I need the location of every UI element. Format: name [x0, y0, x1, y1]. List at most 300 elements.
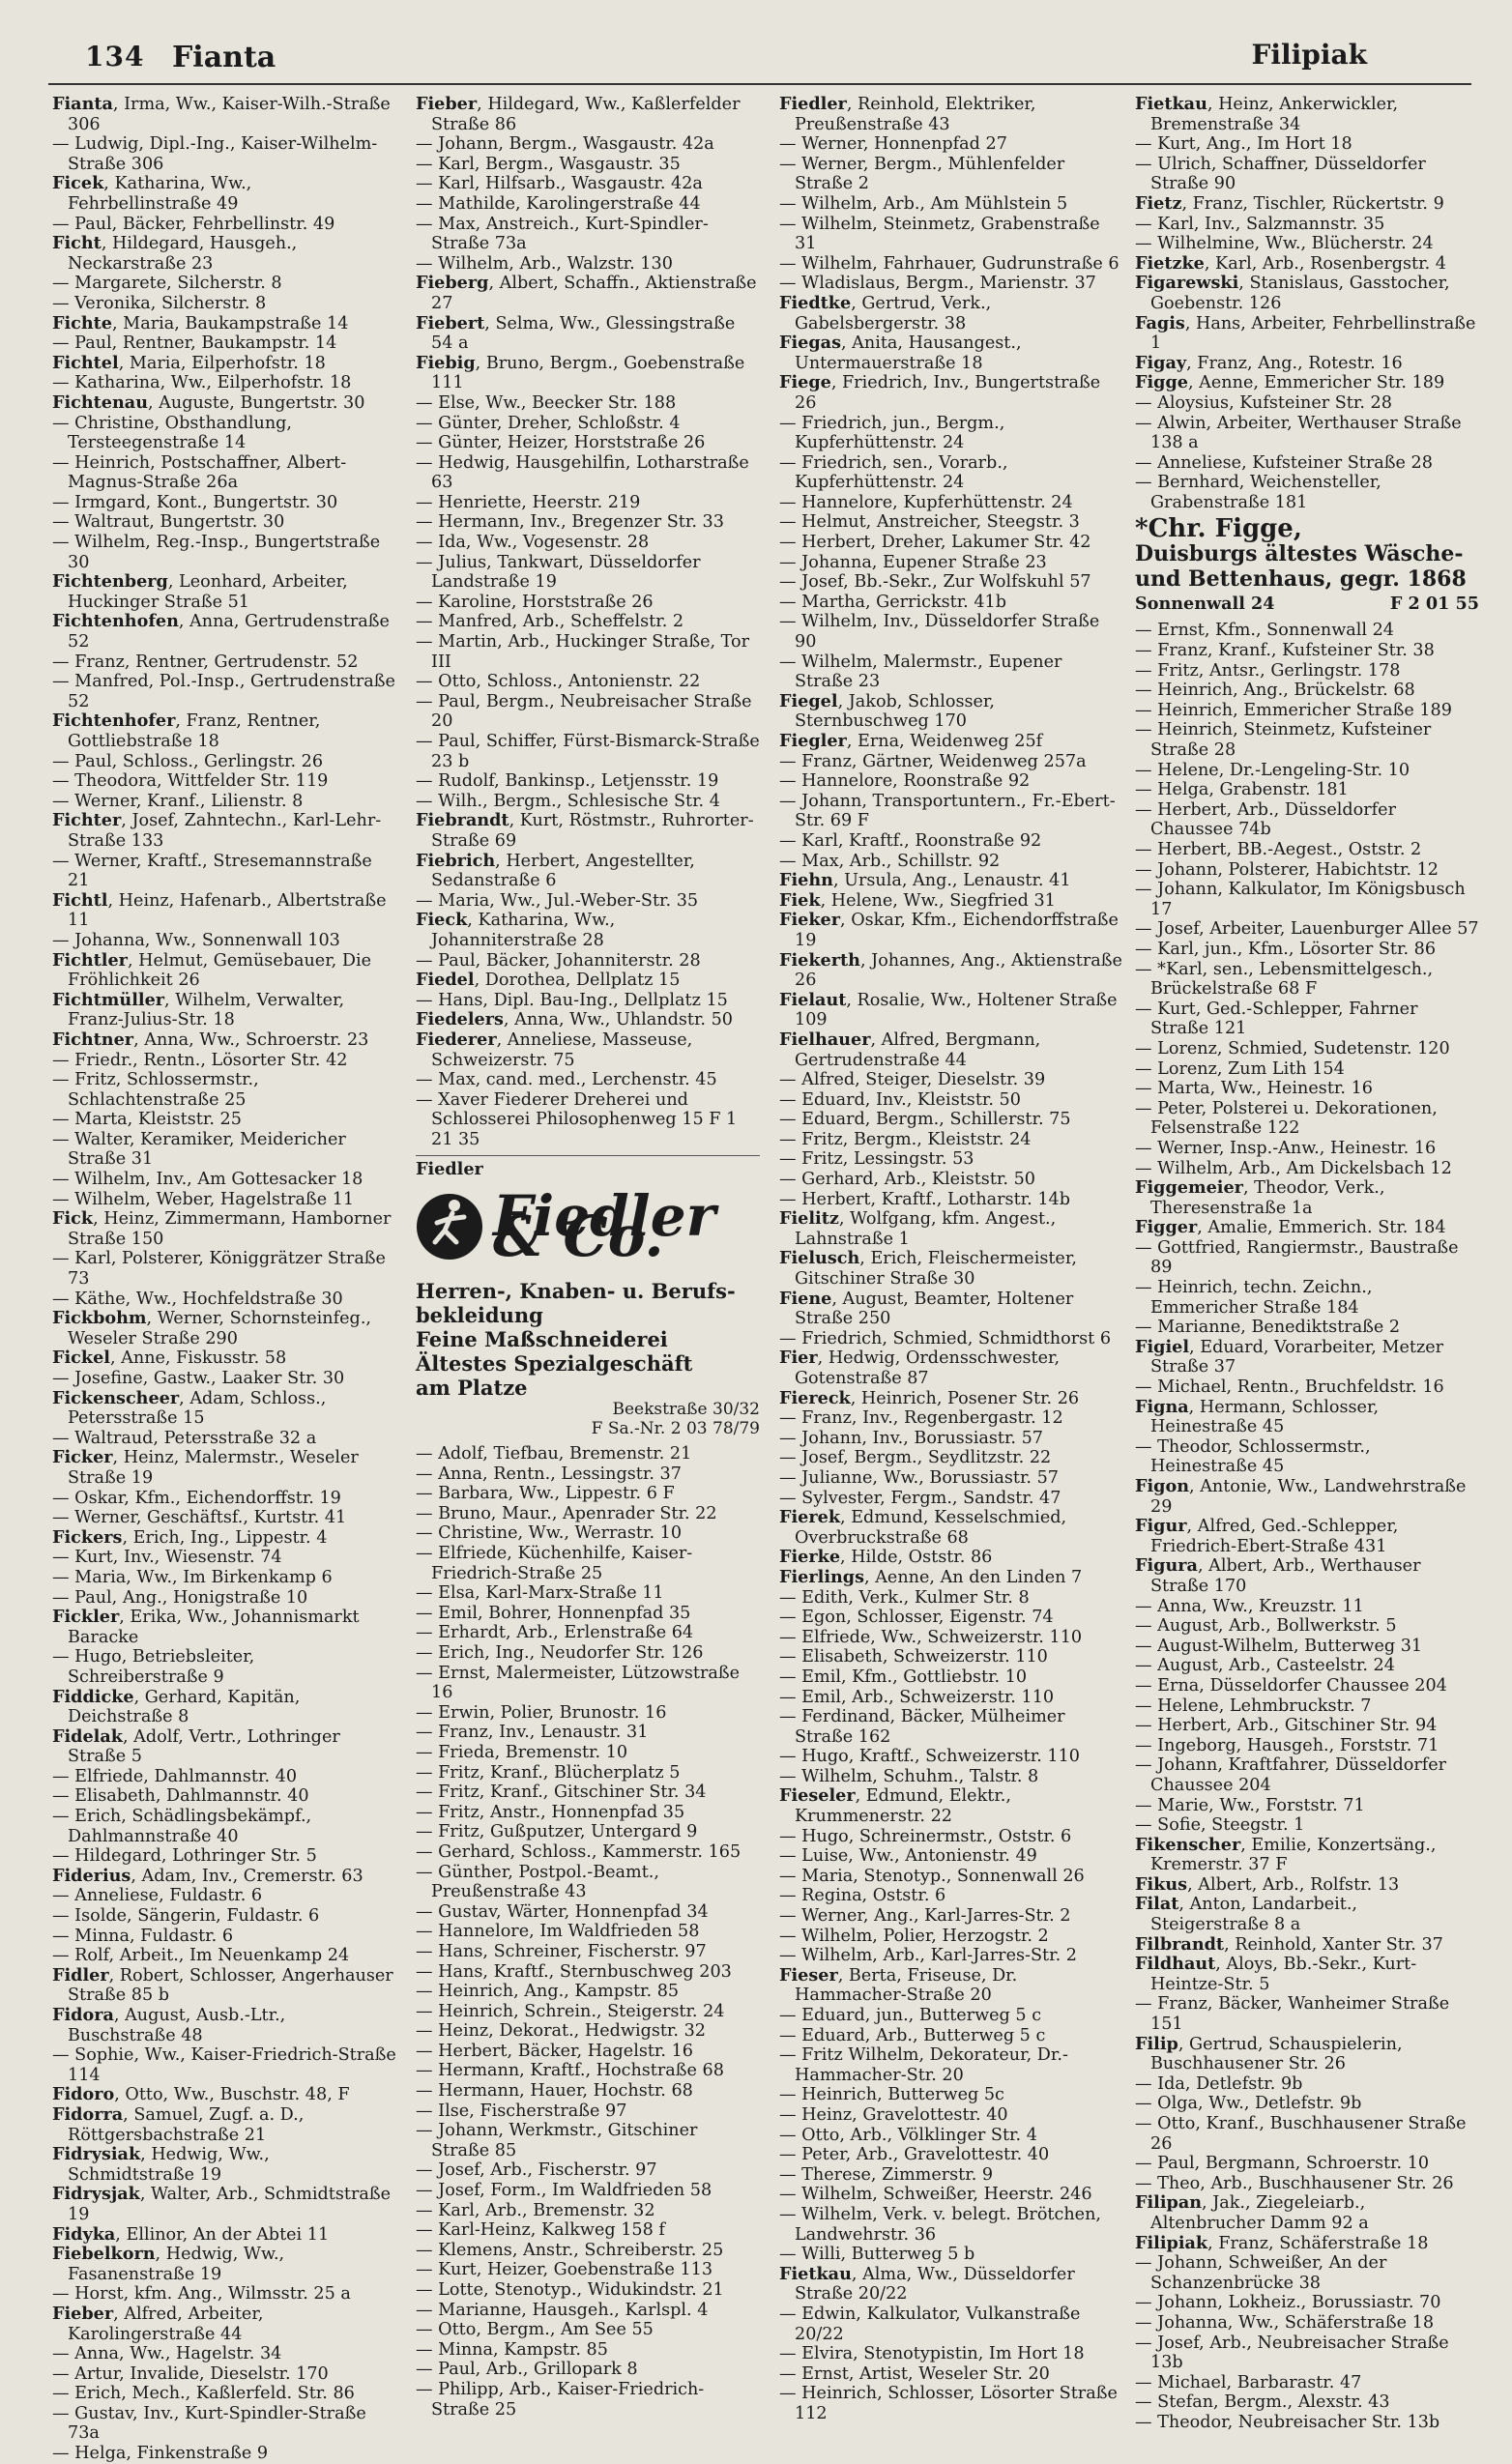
directory-entry: Fierke, Hilde, Oststr. 86 — [779, 1547, 993, 1568]
directory-entry: Fianta, Irma, Ww., Kaiser-Wilh.-Straße 306 — [52, 94, 391, 134]
directory-entry: — Johann, Inv., Borussiastr. 57 — [779, 1428, 1043, 1448]
ad-address: Beekstraße 30/32 — [612, 1400, 760, 1420]
directory-entry: — Erhardt, Arb., Erlenstraße 64 — [416, 1623, 694, 1643]
directory-entry: — Josef, Arbeiter, Lauenburger Allee 57 — [1135, 919, 1479, 940]
directory-entry: — Isolde, Sängerin, Fuldastr. 6 — [52, 1906, 320, 1927]
directory-entry: — Lotte, Stenotyp., Widukindstr. 21 — [416, 2280, 724, 2300]
directory-entry: — Karl, Bergm., Wasgaustr. 35 — [416, 154, 681, 174]
directory-entry: — Johanna, Ww., Sonnenwall 103 — [52, 930, 340, 950]
directory-entry: — Paul, Bäcker, Fehrbellinstr. 49 — [52, 214, 335, 234]
directory-entry: — Johann, Transportuntern., Fr.-Ebert-Str. 69 F — [779, 791, 1116, 831]
entries-col4a — [1135, 95, 1479, 512]
directory-entry: Fichtenberg, Leonhard, Arbeiter, Huckinger Straße 51 — [52, 571, 348, 612]
directory-entry: Fiddicke, Gerhard, Kapitän, Deichstraße 8 — [52, 1686, 301, 1727]
directory-entry: — Karl-Heinz, Kalkweg 158 f — [416, 2220, 665, 2241]
directory-entry: — Johanna, Eupener Straße 23 — [779, 552, 1047, 572]
header-rule — [48, 83, 1471, 85]
directory-entry: — Josef, Form., Im Waldfrieden 58 — [416, 2181, 712, 2201]
directory-entry: — Marta, Kleiststr. 25 — [52, 1110, 242, 1130]
directory-entry: — Heinrich, Butterweg 5c — [779, 2085, 1004, 2105]
entries-col1 — [52, 95, 396, 2464]
directory-entry: Fierek, Edmund, Kesselschmied, Overbruckstraße 68 — [779, 1507, 1067, 1548]
directory-entry: — Gerhard, Schloss., Kammerstr. 165 — [416, 1841, 741, 1862]
directory-entry: — Otto, Schloss., Antonienstr. 22 — [416, 672, 701, 692]
directory-entry: — Otto, Arb., Völklinger Str. 4 — [779, 2125, 1037, 2145]
directory-entry: — Peter, Arb., Gravelottestr. 40 — [779, 2145, 1050, 2165]
ad-line: am Platze — [416, 1376, 528, 1401]
directory-entry: — Lorenz, Schmied, Sudetenstr. 120 — [1135, 1038, 1450, 1058]
directory-entry: — Heinrich, Steinmetz, Kufsteiner Straße 28 — [1135, 720, 1432, 761]
directory-entry: — Ernst, Artist, Weseler Str. 20 — [779, 2363, 1050, 2384]
directory-entry: — Theodora, Wittfelder Str. 119 — [52, 771, 329, 792]
directory-entry: — Gerhard, Arb., Kleiststr. 50 — [779, 1170, 1035, 1190]
directory-entry: — Rudolf, Bankinsp., Letjensstr. 19 — [416, 771, 719, 792]
directory-entry: — Olga, Ww., Detlefstr. 9b — [1135, 2094, 1362, 2114]
directory-entry: — Minna, Kampstr. 85 — [416, 2339, 608, 2360]
directory-entry: — Ferdinand, Bäcker, Mülheimer Straße 162 — [779, 1707, 1065, 1747]
directory-entry: — Heinrich, Schlosser, Lösorter Straße 112 — [779, 2384, 1118, 2423]
directory-entry: — Ulrich, Schaffner, Düsseldorfer Straße 90 — [1135, 154, 1426, 194]
directory-entry: — Christine, Obsthandlung, Tersteegenstraße 14 — [52, 413, 293, 453]
directory-entry: — Paul, Rentner, Baukampstr. 14 — [52, 333, 337, 354]
directory-entry: — Waltraud, Petersstraße 32 a — [52, 1428, 317, 1448]
directory-entry: — Wilhelm, Arb., Am Mühlstein 5 — [779, 193, 1068, 214]
directory-entry: — Manfred, Pol.-Insp., Gertrudenstraße 52 — [52, 672, 395, 711]
directory-entry: Fiebelkorn, Hedwig, Ww., Fasanenstraße 19 — [52, 2244, 285, 2284]
directory-entry: — Aloysius, Kufsteiner Str. 28 — [1135, 392, 1392, 413]
directory-entry: Fichtenau, Auguste, Bungertstr. 30 — [52, 391, 365, 413]
directory-entry: — Anneliese, Kufsteiner Straße 28 — [1135, 452, 1433, 473]
directory-entry: — Ingeborg, Hausgeh., Forststr. 71 — [1135, 1735, 1439, 1755]
directory-entry: — Minna, Fuldastr. 6 — [52, 1926, 234, 1946]
directory-entry: — Hedwig, Hausgehilfin, Lotharstraße 63 — [416, 452, 749, 493]
directory-entry: — Anna, Ww., Hagelstr. 34 — [52, 2344, 282, 2364]
directory-entry: — Therese, Zimmerstr. 9 — [779, 2164, 994, 2185]
directory-entry: Fiedelers, Anna, Ww., Uhlandstr. 50 — [416, 1009, 733, 1030]
directory-entry: Fiek, Helene, Ww., Siegfried 31 — [779, 889, 1056, 911]
directory-entry: — Helene, Dr.-Lengeling-Str. 10 — [1135, 760, 1410, 780]
directory-entry: — Wilhelmine, Ww., Blücherstr. 24 — [1135, 234, 1434, 254]
directory-entry: — Herbert, Kraftf., Lotharstr. 14b — [779, 1189, 1070, 1209]
directory-entry: — Gustav, Inv., Kurt-Spindler-Straße 73a — [52, 2403, 366, 2444]
directory-entry: — Helmut, Anstreicher, Steegstr. 3 — [779, 512, 1080, 533]
directory-entry: Fieberg, Albert, Schaffn., Aktienstraße 27 — [416, 273, 757, 313]
directory-entry: — Otto, Bergm., Am See 55 — [416, 2320, 654, 2340]
directory-entry: — Ilse, Fischerstraße 97 — [416, 2101, 627, 2121]
logo-text: Fiedler & Co. — [493, 1183, 716, 1270]
directory-entry: — Josefine, Gastw., Laaker Str. 30 — [52, 1369, 345, 1388]
directory-entry: — Wilhelm, Fahrhauer, Gudrunstraße 6 — [779, 253, 1119, 274]
directory-entry: — Martha, Gerrickstr. 41b — [779, 592, 1007, 612]
ad-phone: F Sa.-Nr. 2 03 78/79 — [591, 1419, 760, 1439]
directory-entry: — Artur, Invalide, Dieselstr. 170 — [52, 2363, 329, 2384]
directory-entry: Fiereck, Heinrich, Posener Str. 26 — [779, 1387, 1080, 1408]
column-2 — [416, 94, 760, 2420]
directory-entry: — Friedrich, sen., Vorarb., Kupferhüttenstr. 24 — [779, 452, 1008, 493]
directory-entry: — Wilhelm, Polier, Herzogstr. 2 — [779, 1926, 1049, 1946]
directory-entry: — Wilhelm, Inv., Am Gottesacker 18 — [52, 1170, 363, 1190]
directory-entry: — Oskar, Kfm., Eichendorffstr. 19 — [52, 1488, 341, 1508]
column-4 — [1135, 94, 1479, 2432]
directory-entry: Filbrandt, Reinhold, Xanter Str. 37 — [1135, 1933, 1443, 1955]
directory-entry: — Karl, Arb., Bremenstr. 32 — [416, 2200, 655, 2220]
directory-entry: — Karl, Inv., Salzmannstr. 35 — [1135, 214, 1385, 234]
directory-entry: — Klemens, Anstr., Schreiberstr. 25 — [416, 2240, 724, 2260]
directory-entry: — Sofie, Steegstr. 1 — [1135, 1815, 1305, 1836]
directory-entry: Fiebrich, Herbert, Angestellter, Sedanstraße 6 — [416, 850, 695, 891]
directory-entry: — Hermann, Inv., Bregenzer Str. 33 — [416, 512, 724, 533]
directory-entry: — Maria, Stenotyp., Sonnenwall 26 — [779, 1866, 1085, 1886]
directory-entry: Fieser, Berta, Friseuse, Dr. Hammacher-Straße 20 — [779, 1964, 1018, 2006]
directory-entry: Fichtmüller, Wilhelm, Verwalter, Franz-Julius-Str. 18 — [52, 989, 345, 1030]
directory-entry: Fikenscher, Emilie, Konzertsäng., Kremerstr. 37 F — [1135, 1834, 1437, 1875]
directory-entry: — Henriette, Heerstr. 219 — [416, 492, 641, 512]
directory-entry: — Hannelore, Kupferhüttenstr. 24 — [779, 492, 1073, 512]
directory-entry: — Wilhelm, Verk. v. belegt. Brötchen, Landwehrstr. 36 — [779, 2204, 1101, 2245]
directory-entry: Fichtner, Anna, Ww., Schroerstr. 23 — [52, 1029, 369, 1050]
directory-entry: Figarewski, Stanislaus, Gasstocher, Goebenstr. 126 — [1135, 273, 1450, 313]
directory-entry: — Hugo, Betriebsleiter, Schreiberstraße 9 — [52, 1647, 255, 1687]
directory-entry: — Julianne, Ww., Borussiastr. 57 — [779, 1467, 1059, 1488]
directory-entry: Figger, Amalie, Emmerich. Str. 184 — [1135, 1217, 1446, 1238]
directory-entry: Figura, Albert, Arb., Werthauser Straße 170 — [1135, 1555, 1421, 1596]
directory-entry: Fielusch, Erich, Fleischermeister, Gitschiner Straße 30 — [779, 1248, 1077, 1290]
directory-entry: — Heinz, Gravelottestr. 40 — [779, 2104, 1008, 2125]
directory-entry: — Franz, Inv., Regenbergastr. 12 — [779, 1408, 1063, 1429]
directory-entry: — Kurt, Heizer, Goebenstraße 113 — [416, 2260, 713, 2280]
directory-entry: — Eduard, jun., Butterweg 5 c — [779, 2006, 1042, 2025]
figge-advertisement — [1135, 516, 1479, 617]
directory-entry: — August, Arb., Casteelstr. 24 — [1135, 1656, 1395, 1676]
directory-entry: — Bernhard, Weichensteller, Grabenstraße 181 — [1135, 473, 1381, 512]
directory-entry: — Fritz, Schlossermstr., Schlachtenstraße 25 — [52, 1070, 259, 1110]
directory-entry: — Emil, Arb., Schweizerstr. 110 — [779, 1687, 1055, 1707]
directory-entry: — Ida, Detlefstr. 9b — [1135, 2073, 1303, 2094]
directory-entry: — Elfriede, Küchenhilfe, Kaiser-Friedrich-Straße 25 — [416, 1544, 693, 1583]
header-left-title: Fianta — [172, 41, 276, 74]
figge-line1: *Chr. Figge, — [1135, 514, 1302, 544]
directory-entry: Fickenscheer, Adam, Schloss., Petersstraße 15 — [52, 1387, 327, 1429]
ad-line: Herren-, Knaben- u. Berufs- — [416, 1279, 736, 1304]
directory-entry: Ficek, Katharina, Ww., Fehrbellinstraße 49 — [52, 173, 252, 214]
directory-entry: Figgemeier, Theodor, Verk., Theresenstraße 1a — [1135, 1177, 1385, 1218]
directory-entry: — Hans, Dipl. Bau-Ing., Dellplatz 15 — [416, 990, 728, 1010]
directory-entry: — Kurt, Ang., Im Hort 18 — [1135, 134, 1352, 155]
directory-entry: Figiel, Eduard, Vorarbeiter, Metzer Straße 37 — [1135, 1336, 1444, 1377]
directory-entry: — Wilhelm, Malermstr., Eupener Straße 23 — [779, 652, 1062, 692]
directory-entry: Fier, Hedwig, Ordensschwester, Gotenstraße 87 — [779, 1348, 1061, 1388]
directory-entry: — Margarete, Silcherstr. 8 — [52, 274, 282, 294]
directory-entry: — Franz, Bäcker, Wanheimer Straße 151 — [1135, 1994, 1450, 2035]
directory-entry: Fickers, Erich, Ing., Lippestr. 4 — [52, 1526, 328, 1548]
directory-entry: Fichtl, Heinz, Hafenarb., Albertstraße 11 — [52, 889, 387, 931]
figge-address: Sonnenwall 24 — [1135, 594, 1275, 615]
directory-entry: — Katharina, Ww., Eilperhofstr. 18 — [52, 373, 352, 393]
directory-entry: — Max, Anstreich., Kurt-Spindler-Straße 73a — [416, 214, 709, 254]
directory-entry: — Wilhelm, Schweißer, Heerstr. 246 — [779, 2185, 1092, 2205]
directory-entry: — Michael, Rentn., Bruchfeldstr. 16 — [1135, 1377, 1444, 1398]
directory-entry: Fiebert, Selma, Ww., Glessingstraße 54 a — [416, 312, 736, 354]
directory-entry: — Günter, Dreher, Schloßstr. 4 — [416, 413, 681, 433]
entries-col3 — [779, 95, 1123, 2423]
directory-entry: — Elfriede, Dahlmannstr. 40 — [52, 1766, 298, 1786]
directory-entry: — Heinrich, Emmericher Straße 189 — [1135, 700, 1452, 720]
directory-entry: — Johann, Bergm., Wasgaustr. 42a — [416, 134, 714, 155]
directory-entry: — Anna, Ww., Kreuzstr. 11 — [1135, 1596, 1364, 1616]
directory-entry: — Fritz, Kranf., Blücherplatz 5 — [416, 1762, 681, 1783]
directory-entry: Fidler, Robert, Schlosser, Angerhauser Straße 85 b — [52, 1964, 393, 2006]
directory-entry: — Elisabeth, Dahlmannstr. 40 — [52, 1786, 309, 1807]
directory-entry: — Wilhelm, Weber, Hagelstraße 11 — [52, 1189, 355, 1209]
directory-entry: — Wladislaus, Bergm., Marienstr. 37 — [779, 274, 1096, 294]
directory-entry: — Paul, Bergmann, Schroerstr. 10 — [1135, 2154, 1430, 2174]
directory-entry: — Fritz, Kranf., Gitschiner Str. 34 — [416, 1783, 707, 1803]
directory-entry: — Wilhelm, Inv., Düsseldorfer Straße 90 — [779, 612, 1100, 652]
directory-entry: — Maria, Ww., Im Birkenkamp 6 — [52, 1567, 333, 1587]
directory-entry: Figay, Franz, Ang., Rotestr. 16 — [1135, 352, 1403, 373]
directory-entry: Fichtel, Maria, Eilperhofstr. 18 — [52, 352, 326, 373]
directory-entry: Ficker, Heinz, Malermstr., Weseler Straße 19 — [52, 1447, 359, 1488]
directory-entry: — Xaver Fiederer Dreherei und Schlosserei Philosophenweg 15 F 1 21 35 — [416, 1089, 738, 1149]
directory-entry: — Herbert, Dreher, Lakumer Str. 42 — [779, 533, 1091, 553]
directory-entry: Fickler, Erika, Ww., Johannismarkt Baracke — [52, 1607, 360, 1647]
running-figure-icon — [416, 1188, 483, 1265]
directory-entry: Fiederer, Anneliese, Masseuse, Schweizerstr. 75 — [416, 1029, 693, 1070]
directory-entry: Filipiak, Franz, Schäferstraße 18 — [1135, 2232, 1429, 2253]
directory-entry: Fidrysiak, Hedwig, Ww., Schmidtstraße 19 — [52, 2144, 270, 2185]
directory-entry: Fieker, Oskar, Kfm., Eichendorffstraße 19 — [779, 910, 1119, 950]
directory-entry: — Karoline, Horststraße 26 — [416, 592, 654, 612]
directory-entry: — Ernst, Malermeister, Lützowstraße 16 — [416, 1663, 741, 1703]
directory-entry: — Regina, Oststr. 6 — [779, 1886, 946, 1906]
directory-entry: — Karl, Polsterer, Königgrätzer Straße 73 — [52, 1249, 386, 1290]
directory-entry: — Hans, Schreiner, Fischerstr. 97 — [416, 1941, 707, 1961]
directory-entry: — August-Wilhelm, Butterweg 31 — [1135, 1636, 1423, 1656]
ad-line: bekleidung — [416, 1303, 543, 1328]
directory-entry: — Paul, Bergm., Neubreisacher Straße 20 — [416, 691, 752, 732]
directory-entry: — Otto, Kranf., Buschhausener Straße 26 — [1135, 2114, 1467, 2154]
directory-entry: — Elsa, Karl-Marx-Straße 11 — [416, 1583, 664, 1604]
directory-entry: Fieber, Hildegard, Ww., Kaßlerfelder Straße 86 — [416, 94, 741, 134]
directory-entry: — Walter, Keramiker, Meidericher Straße 31 — [52, 1129, 346, 1170]
directory-entry: Fiderius, Adam, Inv., Cremerstr. 63 — [52, 1865, 363, 1886]
directory-entry: — Helene, Lehmbruckstr. 7 — [1135, 1696, 1372, 1716]
directory-entry: Fick, Heinz, Zimmermann, Hamborner Straße 150 — [52, 1208, 392, 1249]
directory-entry: — Lorenz, Zum Lith 154 — [1135, 1058, 1345, 1079]
directory-entry: — Paul, Schloss., Gerlingstr. 26 — [52, 751, 324, 771]
directory-entry: — Marianne, Benediktstraße 2 — [1135, 1318, 1401, 1338]
directory-entry: Fielhauer, Alfred, Bergmann, Gertrudenstraße 44 — [779, 1029, 1041, 1070]
directory-entry: Filipan, Jak., Ziegeleiarb., Altenbrucher Damm 92 a — [1135, 2192, 1369, 2233]
directory-entry: Fietzke, Karl, Arb., Rosenbergstr. 4 — [1135, 252, 1446, 274]
directory-entry: — Helga, Finkenstraße 9 — [52, 2444, 269, 2464]
directory-entry: — Hermann, Kraftf., Hochstraße 68 — [416, 2061, 724, 2081]
directory-entry: — Herbert, Arb., Düsseldorfer Chaussee 74b — [1135, 799, 1396, 840]
directory-entry: — *Karl, sen., Lebensmittelgesch., Brückelstraße 68 F — [1135, 959, 1434, 1000]
directory-entry: — Werner, Geschäftsf., Kurtstr. 41 — [52, 1508, 347, 1528]
directory-entry: Fagis, Hans, Arbeiter, Fehrbellinstraße 1 — [1135, 312, 1476, 354]
directory-entry: — Paul, Ang., Honigstraße 10 — [52, 1587, 308, 1608]
directory-entry: — Eduard, Bergm., Schillerstr. 75 — [779, 1110, 1071, 1130]
directory-entry: — Sophie, Ww., Kaiser-Friedrich-Straße 114 — [52, 2045, 396, 2085]
directory-entry: — Frieda, Bremenstr. 10 — [416, 1742, 628, 1762]
directory-entry: — Karl, jun., Kfm., Lösorter Str. 86 — [1135, 939, 1437, 959]
directory-entry: Fiege, Friedrich, Inv., Bungertstraße 26 — [779, 372, 1101, 413]
directory-entry: — Karl, Kraftf., Roonstraße 92 — [779, 830, 1042, 851]
directory-entry: — Ida, Ww., Vogesenstr. 28 — [416, 533, 650, 553]
directory-entry: — Franz, Gärtner, Weidenweg 257a — [779, 751, 1087, 771]
directory-entry: — Kurt, Ged.-Schlepper, Fahrner Straße 121 — [1135, 999, 1418, 1039]
directory-entry: — Werner, Ang., Karl-Jarres-Str. 2 — [779, 1906, 1071, 1927]
directory-entry: — Franz, Inv., Lenaustr. 31 — [416, 1723, 649, 1743]
directory-entry: — Christine, Ww., Werrastr. 10 — [416, 1523, 683, 1544]
directory-entry: Filat, Anton, Landarbeit., Steigerstraße 8 a — [1135, 1894, 1358, 1935]
directory-entry: — Julius, Tankwart, Düsseldorfer Landstraße 19 — [416, 552, 701, 593]
directory-entry: — Josef, Bb.-Sekr., Zur Wolfskuhl 57 — [779, 572, 1091, 593]
directory-entry: Fiegler, Erna, Weidenweg 25f — [779, 731, 1043, 751]
directory-entry: — Bruno, Maur., Apenrader Str. 22 — [416, 1503, 717, 1523]
directory-entry: — Johann, Polsterer, Habichtstr. 12 — [1135, 859, 1439, 880]
directory-entry: — Fritz, Anstr., Honnenpfad 35 — [416, 1802, 685, 1822]
directory-entry: — Eduard, Inv., Kleiststr. 50 — [779, 1089, 1021, 1110]
directory-entry: — Hannelore, Roonstraße 92 — [779, 771, 1031, 792]
directory-entry: Fidoro, Otto, Ww., Buschstr. 48, F — [52, 2084, 350, 2105]
directory-entry: — Max, Arb., Schillstr. 92 — [779, 851, 1001, 871]
directory-entry: Fichtenhofen, Anna, Gertrudenstraße 52 — [52, 611, 390, 652]
directory-entry: — Alwin, Arbeiter, Werthauser Straße 138 a — [1135, 413, 1462, 453]
directory-entry: Fieber, Alfred, Arbeiter, Karolingerstraße 44 — [52, 2303, 264, 2344]
directory-entry: — Werner, Insp.-Anw., Heinestr. 16 — [1135, 1138, 1437, 1158]
directory-entry: — Erna, Düsseldorfer Chaussee 204 — [1135, 1675, 1447, 1696]
entries-col4b — [1135, 621, 1479, 2432]
directory-entry: — Wilhelm, Arb., Walzstr. 130 — [416, 253, 673, 274]
directory-entry: — Alfred, Steiger, Dieselstr. 39 — [779, 1070, 1046, 1090]
directory-entry: — Erwin, Polier, Brunostr. 16 — [416, 1702, 667, 1723]
directory-entry: — Hugo, Kraftf., Schweizerstr. 110 — [779, 1747, 1080, 1767]
directory-entry: — Elvira, Stenotypistin, Im Hort 18 — [779, 2344, 1085, 2364]
directory-entry: — Manfred, Arb., Scheffelstr. 2 — [416, 612, 684, 632]
directory-entry: — Hildegard, Lothringer Str. 5 — [52, 1846, 317, 1867]
directory-entry: — Else, Ww., Beecker Str. 188 — [416, 392, 677, 413]
directory-entry: Fiebrandt, Kurt, Röstmstr., Ruhrorter-Straße 69 — [416, 810, 754, 851]
directory-entry: — Martin, Arb., Huckinger Straße, Tor III — [416, 632, 750, 672]
ad-label: Fiedler — [416, 1159, 483, 1180]
directory-entry: — Heinrich, techn. Zeichn., Emmericher Straße 184 — [1135, 1278, 1373, 1318]
directory-entry: Fierlings, Aenne, An den Linden 7 — [779, 1566, 1083, 1587]
directory-entry: — Johann, Kraftfahrer, Düsseldorfer Chaussee 204 — [1135, 1755, 1447, 1795]
directory-entry: Fiehn, Ursula, Ang., Lenaustr. 41 — [779, 870, 1071, 891]
directory-entry: — Hans, Kraftf., Sternbuschweg 203 — [416, 1961, 732, 1982]
directory-entry: Fietkau, Alma, Ww., Düsseldorfer Straße 20/22 — [779, 2263, 1075, 2305]
directory-entry: — Theodor, Schlossermstr., Heinestraße 45 — [1135, 1436, 1371, 1477]
directory-entry: Fickel, Anne, Fiskusstr. 58 — [52, 1348, 287, 1369]
directory-entry: — Sylvester, Fergm., Sandstr. 47 — [779, 1488, 1061, 1508]
header-right-title: Filipiak — [1251, 39, 1367, 71]
directory-entry: — Hannelore, Im Waldfrieden 58 — [416, 1922, 700, 1942]
directory-entry: — Irmgard, Kont., Bungertstr. 30 — [52, 492, 338, 512]
entries-col2a — [416, 95, 760, 1149]
directory-entry: — Friedrich, jun., Bergm., Kupferhüttenstr. 24 — [779, 413, 1005, 453]
figge-contact — [1135, 592, 1479, 617]
directory-entry: — Friedr., Rentn., Lösorter Str. 42 — [52, 1050, 348, 1070]
directory-entry: — Fritz, Antsr., Gerlingstr. 178 — [1135, 660, 1401, 681]
directory-entry: Fieck, Katharina, Ww., Johanniterstraße 28 — [416, 910, 616, 950]
directory-entry: Fichtler, Helmut, Gemüsebauer, Die Fröhlichkeit 26 — [52, 949, 372, 991]
directory-entry: — Werner, Kranf., Lilienstr. 8 — [52, 791, 304, 811]
directory-entry: Fiene, August, Beamter, Holtener Straße 250 — [779, 1288, 1074, 1329]
directory-entry: — Herbert, BB.-Aegest., Oststr. 2 — [1135, 840, 1422, 859]
directory-entry: Fiedel, Dorothea, Dellplatz 15 — [416, 970, 681, 991]
directory-entry: Fidora, August, Ausb.-Ltr., Buschstraße 48 — [52, 2005, 286, 2045]
directory-entry: — Marta, Ww., Heinestr. 16 — [1135, 1079, 1373, 1099]
directory-entry: — Anna, Rentn., Lessingstr. 37 — [416, 1464, 682, 1484]
directory-entry: — Eduard, Arb., Butterweg 5 c — [779, 2025, 1046, 2045]
directory-entry: — Waltraut, Bungertstr. 30 — [52, 512, 285, 533]
directory-entry: Fiedtke, Gertrud, Verk., Gabelsbergerstr. 38 — [779, 292, 992, 333]
directory-entry: Fietkau, Heinz, Ankerwickler, Bremenstraße 34 — [1135, 94, 1399, 134]
directory-entry: — Wilhelm, Schuhm., Talstr. 8 — [779, 1766, 1039, 1786]
directory-entry: — Veronika, Silcherstr. 8 — [52, 293, 267, 313]
directory-entry: — Heinrich, Ang., Brückelstr. 68 — [1135, 681, 1415, 701]
directory-entry: — Willi, Butterweg 5 b — [779, 2245, 975, 2265]
directory-entry: Figge, Aenne, Emmericher Str. 189 — [1135, 372, 1445, 393]
directory-entry: — Luise, Ww., Antonienstr. 49 — [779, 1846, 1037, 1867]
directory-entry: — Josef, Arb., Fischerstr. 97 — [416, 2160, 657, 2181]
directory-entry: Fiekerth, Johannes, Ang., Aktienstraße 26 — [779, 949, 1122, 991]
directory-entry: — Barbara, Ww., Lippestr. 6 F — [416, 1484, 675, 1504]
directory-entry: Fieseler, Edmund, Elektr., Krummenerstr. 22 — [779, 1785, 1011, 1827]
directory-entry: — Wilhelm, Reg.-Insp., Bungertstraße 30 — [52, 533, 381, 572]
directory-entry: — Heinz, Dekorat., Hedwigstr. 32 — [416, 2021, 706, 2042]
directory-entry: — Elisabeth, Schweizerstr. 110 — [779, 1647, 1048, 1667]
column-3 — [779, 94, 1123, 2423]
directory-entry: — Hermann, Hauer, Hochstr. 68 — [416, 2081, 693, 2102]
directory-entry: — Heinrich, Postschaffner, Albert-Magnus-Straße 26a — [52, 452, 347, 493]
directory-entry: — Erich, Mech., Kaßlerfeld. Str. 86 — [52, 2384, 355, 2404]
directory-entry: — Erich, Ing., Neudorfer Str. 126 — [416, 1643, 704, 1663]
directory-entry: — Friedrich, Schmied, Schmidthorst 6 — [779, 1328, 1112, 1348]
directory-entry: — Werner, Kraftf., Stresemannstraße 21 — [52, 851, 372, 891]
directory-entry: Fielitz, Wolfgang, kfm. Angest., Lahnstraße 1 — [779, 1208, 1057, 1249]
directory-entry: — Günther, Postpol.-Beamt., Preußenstraße 43 — [416, 1862, 659, 1902]
directory-entry: — Peter, Polsterei u. Dekorationen, Felsenstraße 122 — [1135, 1098, 1438, 1139]
directory-entry: Fielaut, Rosalie, Ww., Holtener Straße 109 — [779, 989, 1118, 1030]
directory-entry: Figon, Antonie, Ww., Landwehrstraße 29 — [1135, 1476, 1467, 1517]
page-number: 134 — [85, 41, 145, 72]
directory-entry: — Wilh., Bergm., Schlesische Str. 4 — [416, 791, 720, 811]
directory-entry: — Edith, Verk., Kulmer Str. 8 — [779, 1587, 1030, 1608]
directory-entry: — Emil, Kfm., Gottliebstr. 10 — [779, 1667, 1028, 1687]
directory-entry: Fichter, Josef, Zahntechn., Karl-Lehr-Straße 133 — [52, 810, 382, 851]
directory-entry: — Gottfried, Rangiermstr., Baustraße 89 — [1135, 1237, 1459, 1278]
directory-entry: — Johanna, Ww., Schäferstraße 18 — [1135, 2312, 1435, 2333]
directory-entry: Fiegel, Jakob, Schlosser, Sternbuschweg 170 — [779, 690, 995, 732]
directory-entry: — Josef, Bergm., Seydlitzstr. 22 — [779, 1448, 1052, 1468]
directory-entry: — Philipp, Arb., Kaiser-Friedrich-Straße 25 — [416, 2379, 705, 2420]
directory-entry: — Theodor, Neubreisacher Str. 13b — [1135, 2412, 1440, 2432]
directory-entry: — Gustav, Wärter, Honnenpfad 34 — [416, 1901, 709, 1922]
directory-entry: — Kurt, Inv., Wiesenstr. 74 — [52, 1548, 282, 1568]
directory-entry: — Herbert, Arb., Gitschiner Str. 94 — [1135, 1716, 1438, 1736]
directory-entry: Fildhaut, Aloys, Bb.-Sekr., Kurt-Heintze-Str. 5 — [1135, 1954, 1417, 1994]
fiedler-advertisement — [416, 1155, 760, 1438]
directory-entry: — Horst, kfm. Ang., Wilmsstr. 25 a — [52, 2284, 351, 2305]
directory-entry: Fidorra, Samuel, Zugf. a. D., Röttgersbachstraße 21 — [52, 2103, 305, 2145]
directory-entry: — Heinrich, Ang., Kampstr. 85 — [416, 1982, 680, 2002]
directory-entry: Fidyka, Ellinor, An der Abtei 11 — [52, 2223, 330, 2245]
directory-entry: — Marianne, Hausgeh., Karlspl. 4 — [416, 2300, 709, 2320]
directory-entry: — Fritz, Lessingstr. 53 — [779, 1149, 974, 1170]
